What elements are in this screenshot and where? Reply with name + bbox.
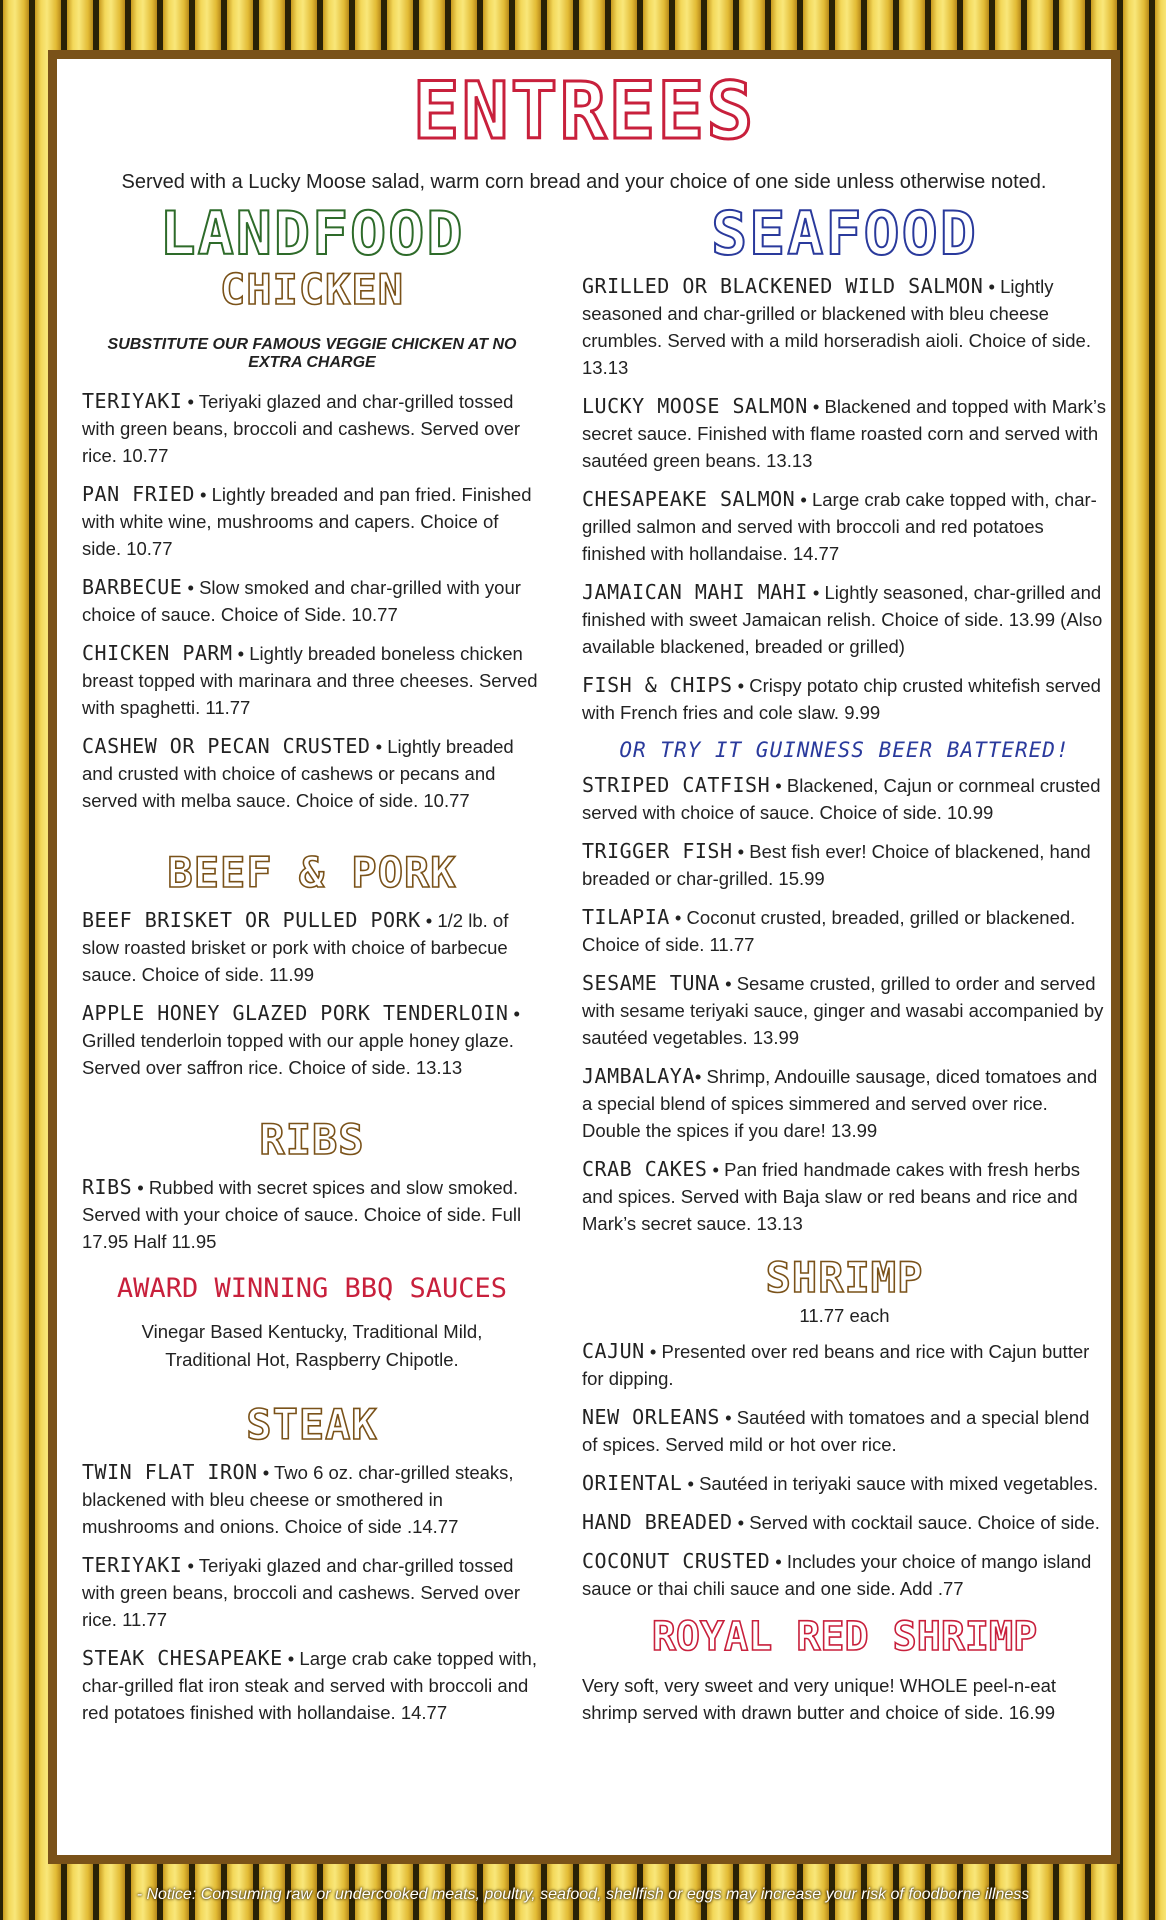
item-name: ORIENTAL: [582, 1471, 683, 1495]
item-name: LUCKY MOOSE SALMON: [582, 394, 808, 418]
landfood-heading: LANDFOOD: [159, 199, 465, 269]
item-desc: • Blackened and topped with Mark’s secret sauce. Finished with flame roasted corn and served with sautéed green beans. 13.13: [582, 396, 1106, 471]
item-desc: • Lightly seasoned and char-grilled or blackened with bleu cheese crumbles. Served with a mild horseradish aioli. Choice of side. 13.13: [582, 276, 1091, 378]
item-desc: • Sesame crusted, grilled to order and served with sesame teriyaki sauce, ginger and wasabi accompanied by sautéed vegetables. 13.99: [582, 973, 1104, 1048]
menu-item: [582, 273, 1107, 381]
menu-item: [82, 1174, 542, 1255]
bbq-sauces: Vinegar Based Kentucky, Traditional Mild, Traditional Hot, Raspberry Chipotle.: [141, 1321, 483, 1370]
seafood-heading: SEAFOOD: [711, 199, 978, 269]
ribs-heading: RIBS: [259, 1115, 365, 1164]
item-desc: • Presented over red beans and rice with Cajun butter for dipping.: [582, 1341, 1090, 1389]
item-name: CAJUN: [582, 1339, 645, 1363]
royal-red-desc: Very soft, very sweet and very unique! WHOLE peel-n-eat shrimp served with drawn butter and choice of side. 16.99: [582, 1675, 1057, 1723]
menu-item: [582, 772, 1107, 826]
menu-frame: [48, 50, 1120, 1864]
item-name: TERIYAKI: [82, 389, 183, 413]
item-name: APPLE HONEY GLAZED PORK TENDERLOIN: [82, 1001, 509, 1025]
shrimp-price: 11.77 each: [799, 1305, 890, 1326]
item-name: NEW ORLEANS: [582, 1405, 720, 1429]
item-desc: • Sautéed with tomatoes and a special blend of spices. Served mild or hot over rice.: [582, 1407, 1090, 1455]
steak-heading: STEAK: [246, 1400, 378, 1449]
menu-item: [582, 1509, 1107, 1536]
royal-red-heading: ROYAL RED SHRIMP: [651, 1614, 1038, 1660]
menu-item: [582, 970, 1107, 1051]
item-name: PAN FRIED: [82, 482, 195, 506]
menu-item: [582, 1338, 1107, 1392]
item-name: JAMBALAYA: [582, 1064, 695, 1088]
item-desc: • Best fish ever! Choice of blackened, hand breaded or char-grilled. 15.99: [582, 841, 1091, 889]
item-name: TILAPIA: [582, 905, 670, 929]
menu-item: [82, 640, 542, 721]
item-desc: • Teriyaki glazed and char-grilled tossed with green beans, broccoli and cashews. Served over rice. 11.77: [82, 1555, 521, 1630]
item-name: STEAK CHESAPEAKE: [82, 1646, 283, 1670]
item-desc: • Teriyaki glazed and char-grilled tossed with green beans, broccoli and cashews. Served over rice. 10.77: [82, 391, 521, 466]
item-name: GRILLED OR BLACKENED WILD SALMON: [582, 274, 984, 298]
item-name: HAND BREADED: [582, 1510, 733, 1534]
item-name: COCONUT CRUSTED: [582, 1549, 771, 1573]
item-desc: • Pan fried handmade cakes with fresh herbs and spices. Served with Baja slaw or red beans and rice and Mark’s secret sauce. 13.13: [582, 1159, 1080, 1234]
menu-item: [582, 1063, 1107, 1144]
item-desc: • Shrimp, Andouille sausage, diced tomatoes and a special blend of spices simmered and served over rice. Double the spices if you dare! 13.99: [582, 1066, 1098, 1141]
item-desc: • Sautéed in teriyaki sauce with mixed vegetables.: [682, 1473, 1099, 1494]
item-name: BEEF BRISKET OR PULLED PORK: [82, 908, 421, 932]
menu-item: [582, 486, 1107, 567]
menu-item: [582, 838, 1107, 892]
page-subtitle: Served with a Lucky Moose salad, warm corn bread and your choice of one side unless otherwise noted.: [121, 171, 1047, 193]
item-desc: • 1/2 lb. of slow roasted brisket or pork with choice of barbecue sauce. Choice of side. 11.99: [82, 910, 509, 985]
menu-item: [582, 579, 1107, 660]
item-desc: • Large crab cake topped with, char-grilled flat iron steak and served with broccoli and red potatoes finished with hollandaise. 14.77: [82, 1648, 537, 1723]
item-desc: • Large crab cake topped with, char-grilled salmon and served with broccoli and red potatoes finished with hollandaise. 14.77: [582, 489, 1097, 564]
beef-pork-heading: BEEF & PORK: [167, 848, 457, 897]
item-desc: • Lightly seasoned, char-grilled and finished with sweet Jamaican relish. Choice of side. 13.99 (Also available blackened, breaded or grilled): [582, 582, 1103, 657]
menu-item: [582, 393, 1107, 474]
item-desc: • Lightly breaded and pan fried. Finished with white wine, mushrooms and capers. Choice of side. 10.77: [82, 484, 532, 559]
menu-item: [82, 733, 542, 814]
menu-item: [582, 904, 1107, 958]
item-name: RIBS: [82, 1175, 133, 1199]
veggie-note: SUBSTITUTE OUR FAMOUS VEGGIE CHICKEN AT NO EXTRA CHARGE: [107, 336, 517, 371]
item-name: CRAB CAKES: [582, 1157, 708, 1181]
item-name: TRIGGER FISH: [582, 839, 733, 863]
item-desc: • Crispy potato chip crusted whitefish served with French fries and cole slaw. 9.99: [582, 675, 1101, 723]
menu-item: [82, 574, 542, 628]
item-desc: • Grilled tenderloin topped with our apple honey glaze. Served over saffron rice. Choice of side. 13.13: [82, 1003, 521, 1078]
menu-item: [582, 1404, 1107, 1458]
food-safety-notice: - Notice: Consuming raw or undercooked meats, poultry, seafood, shellfish or eggs may increase your risk of foodborne illness: [136, 1886, 1030, 1903]
chicken-list: [82, 388, 542, 814]
menu-item: [82, 388, 542, 469]
item-desc: • Lightly breaded and crusted with choice of cashews or pecans and served with melba sauce. Choice of side. 10.77: [82, 736, 514, 811]
menu-item: [582, 672, 1107, 726]
award-bbq-heading: AWARD WINNING BBQ SAUCES: [116, 1273, 508, 1304]
landfood-column: [82, 199, 542, 1738]
item-name: FISH & CHIPS: [582, 673, 733, 697]
item-desc: • Two 6 oz. char-grilled steaks, blackened with bleu cheese or smothered in mushrooms and onions. Choice of side .14.77: [82, 1462, 514, 1537]
item-name: CASHEW OR PECAN CRUSTED: [82, 734, 371, 758]
shrimp-heading: SHRIMP: [765, 1253, 924, 1302]
menu-item: [582, 1470, 1107, 1497]
item-name: CHESAPEAKE SALMON: [582, 487, 796, 511]
item-desc: • Lightly breaded boneless chicken breast topped with marinara and three cheeses. Served with spaghetti. 11.77: [82, 643, 538, 718]
page-title: ENTREES: [412, 67, 756, 157]
menu-item: [82, 1459, 542, 1540]
guinness-note: OR TRY IT GUINNESS BEER BATTERED!: [619, 738, 1070, 762]
menu-item: [582, 1156, 1107, 1237]
chicken-heading: CHICKEN: [219, 265, 404, 314]
item-desc: • Coconut crusted, breaded, grilled or blackened. Choice of side. 11.77: [582, 907, 1076, 955]
menu-item: [82, 1645, 542, 1726]
item-name: BARBECUE: [82, 575, 183, 599]
menu-item: [82, 481, 542, 562]
item-name: TWIN FLAT IRON: [82, 1460, 258, 1484]
item-name: STRIPED CATFISH: [582, 773, 771, 797]
menu-item: [82, 1000, 542, 1081]
item-desc: • Rubbed with secret spices and slow smoked. Served with your choice of sauce. Choice of side. Full 17.95 Half 11.95: [82, 1177, 522, 1252]
item-desc: • Blackened, Cajun or cornmeal crusted served with choice of sauce. Choice of side. 10.99: [582, 775, 1101, 823]
menu-item: [82, 907, 542, 988]
seafood-column: [582, 199, 1107, 1738]
item-name: JAMAICAN MAHI MAHI: [582, 580, 808, 604]
item-desc: • Slow smoked and char-grilled with your choice of sauce. Choice of Side. 10.77: [82, 577, 521, 625]
menu-panel: [57, 59, 1111, 1855]
item-name: CHICKEN PARM: [82, 641, 233, 665]
item-desc: • Served with cocktail sauce. Choice of side.: [732, 1512, 1100, 1533]
item-desc: • Includes your choice of mango island sauce or thai chili sauce and one side. Add .77: [582, 1551, 1092, 1599]
menu-item: [582, 1548, 1107, 1602]
menu-item: [82, 1552, 542, 1633]
item-name: SESAME TUNA: [582, 971, 720, 995]
item-name: TERIYAKI: [82, 1553, 183, 1577]
